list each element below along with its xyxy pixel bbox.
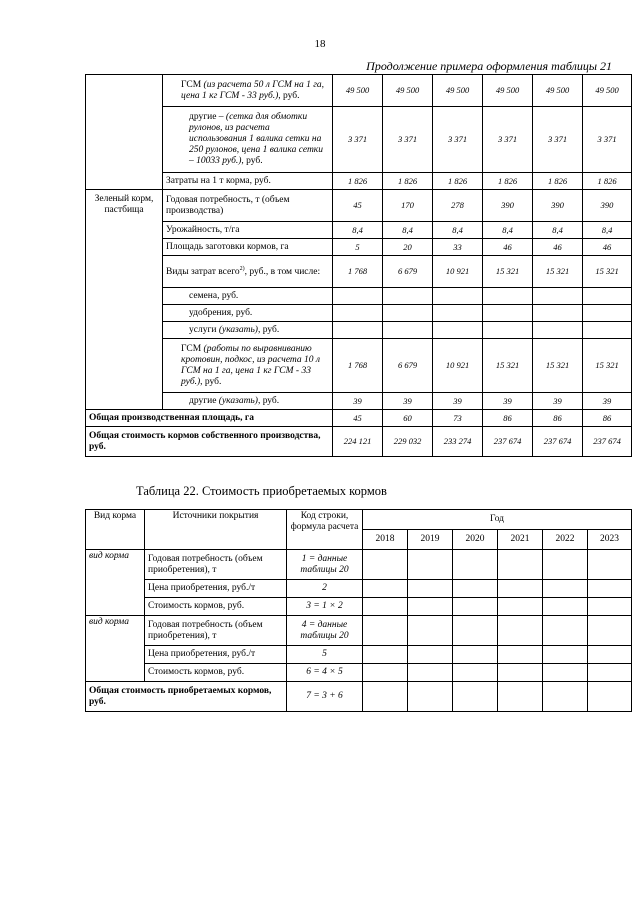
value-cell: 224 121 xyxy=(333,427,383,457)
value-cell xyxy=(363,580,408,598)
row-label: ГСМ (из расчета 50 л ГСМ на 1 га, цена 1 кг ГСМ - 33 руб.), руб. xyxy=(163,75,333,107)
value-cell: 1 826 xyxy=(483,173,533,190)
value-cell: 278 xyxy=(433,190,483,222)
value-cell: 237 674 xyxy=(483,427,533,457)
value-cell xyxy=(453,598,498,616)
value-cell: 8,4 xyxy=(383,222,433,239)
value-cell: 3 371 xyxy=(433,107,483,173)
source-cell: Годовая потребность (объем приобретения), т xyxy=(145,616,287,646)
value-cell: 8,4 xyxy=(433,222,483,239)
source-cell: Цена приобретения, руб./т xyxy=(145,580,287,598)
table-22 xyxy=(85,509,632,712)
row-label: другие (указать), руб. xyxy=(163,393,333,410)
value-cell: 3 371 xyxy=(483,107,533,173)
value-cell xyxy=(588,646,632,664)
value-cell xyxy=(583,305,632,322)
table-row xyxy=(86,393,632,410)
value-cell xyxy=(383,288,433,305)
row-label: удобрения, руб. xyxy=(163,305,333,322)
header-sources: Источники покрытия xyxy=(145,510,287,550)
row-label: другие – (сетка для обмотки рулонов, из расчета использования 1 валика сетки на 250 рулонов, цена 1 валика сетки – 10033 руб.), руб. xyxy=(163,107,333,173)
value-cell xyxy=(453,646,498,664)
value-cell: 1 826 xyxy=(333,173,383,190)
value-cell xyxy=(543,664,588,682)
value-cell xyxy=(498,664,543,682)
table-row xyxy=(86,550,632,580)
value-cell: 8,4 xyxy=(483,222,533,239)
value-cell xyxy=(433,322,483,339)
table-22-title: Таблица 22. Стоимость приобретаемых кормов xyxy=(136,484,387,498)
value-cell xyxy=(483,305,533,322)
value-cell xyxy=(453,616,498,646)
value-cell xyxy=(543,646,588,664)
row-label: услуги (указать), руб. xyxy=(163,322,333,339)
value-cell: 73 xyxy=(433,410,483,427)
value-cell: 49 500 xyxy=(583,75,632,107)
value-cell: 33 xyxy=(433,239,483,256)
table-row xyxy=(86,288,632,305)
value-cell xyxy=(383,305,433,322)
value-cell xyxy=(408,646,453,664)
value-cell xyxy=(498,646,543,664)
table-row xyxy=(86,190,632,222)
value-cell xyxy=(333,322,383,339)
value-cell xyxy=(543,616,588,646)
value-cell: 15 321 xyxy=(583,256,632,288)
value-cell: 1 826 xyxy=(383,173,433,190)
value-cell: 1 826 xyxy=(583,173,632,190)
value-cell: 15 321 xyxy=(483,339,533,393)
continuation-title: Продолжение примера оформления таблицы 21 xyxy=(366,59,612,73)
total-cost-label: Общая стоимость кормов собственного производства, руб. xyxy=(86,427,333,457)
table-row xyxy=(86,339,632,393)
value-cell: 3 371 xyxy=(383,107,433,173)
row-label: ГСМ (работы по выравниванию кротовин, подкос, из расчета 10 л ГСМ на 1 га, цена 1 кг ГСМ - 33 руб.), руб. xyxy=(163,339,333,393)
value-cell: 86 xyxy=(483,410,533,427)
value-cell xyxy=(588,616,632,646)
value-cell: 3 371 xyxy=(583,107,632,173)
row-label: Урожайность, т/га xyxy=(163,222,333,239)
value-cell xyxy=(433,305,483,322)
table-row xyxy=(86,239,632,256)
row-label: Виды затрат всего$^{2)}$, руб., в том числе: xyxy=(163,256,333,288)
table-row xyxy=(86,322,632,339)
value-cell xyxy=(363,616,408,646)
source-cell: Стоимость кормов, руб. xyxy=(145,598,287,616)
value-cell xyxy=(453,664,498,682)
header-year: Год xyxy=(363,510,632,530)
header-year-cell: 2019 xyxy=(408,530,453,550)
table-row xyxy=(86,427,632,457)
value-cell: 86 xyxy=(533,410,583,427)
feed-kind-cell: вид корма xyxy=(86,550,145,616)
table-row xyxy=(86,646,632,664)
value-cell: 10 921 xyxy=(433,256,483,288)
code-cell: 5 xyxy=(287,646,363,664)
header-code: Код строки, формула расчета xyxy=(287,510,363,550)
table-row xyxy=(86,580,632,598)
value-cell: 15 321 xyxy=(583,339,632,393)
source-cell: Цена приобретения, руб./т xyxy=(145,646,287,664)
value-cell xyxy=(433,288,483,305)
value-cell xyxy=(363,646,408,664)
value-cell xyxy=(483,288,533,305)
total-purchased-label: Общая стоимость приобретаемых кормов, руб. xyxy=(86,682,287,712)
row-label: семена, руб. xyxy=(163,288,333,305)
value-cell xyxy=(383,322,433,339)
value-cell xyxy=(483,322,533,339)
value-cell: 86 xyxy=(583,410,632,427)
value-cell xyxy=(408,598,453,616)
value-cell xyxy=(498,616,543,646)
value-cell: 8,4 xyxy=(333,222,383,239)
row-label: Годовая потребность, т (объем производства) xyxy=(163,190,333,222)
table-21-continuation xyxy=(85,74,632,457)
value-cell xyxy=(453,550,498,580)
value-cell: 39 xyxy=(433,393,483,410)
row-label: Затраты на 1 т корма, руб. xyxy=(163,173,333,190)
value-cell: 237 674 xyxy=(533,427,583,457)
value-cell xyxy=(363,682,408,712)
header-year-cell: 2021 xyxy=(498,530,543,550)
value-cell: 49 500 xyxy=(333,75,383,107)
table-row xyxy=(86,256,632,288)
source-cell: Стоимость кормов, руб. xyxy=(145,664,287,682)
value-cell xyxy=(408,682,453,712)
value-cell: 8,4 xyxy=(583,222,632,239)
value-cell xyxy=(498,598,543,616)
value-cell xyxy=(583,288,632,305)
value-cell: 390 xyxy=(583,190,632,222)
value-cell xyxy=(588,598,632,616)
value-cell: 49 500 xyxy=(433,75,483,107)
value-cell: 20 xyxy=(383,239,433,256)
value-cell: 39 xyxy=(333,393,383,410)
value-cell: 229 032 xyxy=(383,427,433,457)
table-row xyxy=(86,410,632,427)
value-cell xyxy=(533,305,583,322)
table-row xyxy=(86,598,632,616)
table-row xyxy=(86,222,632,239)
value-cell xyxy=(333,288,383,305)
value-cell xyxy=(408,616,453,646)
total-area-label: Общая производственная площадь, га xyxy=(86,410,333,427)
page-number: 18 xyxy=(314,38,326,50)
value-cell xyxy=(363,664,408,682)
value-cell xyxy=(498,580,543,598)
table-row xyxy=(86,616,632,646)
value-cell: 45 xyxy=(333,410,383,427)
value-cell: 49 500 xyxy=(483,75,533,107)
code-cell: 7 = 3 + 6 xyxy=(287,682,363,712)
value-cell: 45 xyxy=(333,190,383,222)
table-header-row xyxy=(86,510,632,530)
value-cell: 15 321 xyxy=(533,339,583,393)
value-cell xyxy=(543,580,588,598)
value-cell xyxy=(543,598,588,616)
table-row xyxy=(86,305,632,322)
code-cell: 3 = 1 × 2 xyxy=(287,598,363,616)
value-cell: 390 xyxy=(483,190,533,222)
table-row xyxy=(86,664,632,682)
value-cell xyxy=(498,550,543,580)
category-cell-empty xyxy=(86,75,163,190)
value-cell xyxy=(408,664,453,682)
value-cell: 46 xyxy=(583,239,632,256)
header-kind: Вид корма xyxy=(86,510,145,550)
value-cell: 10 921 xyxy=(433,339,483,393)
value-cell xyxy=(588,682,632,712)
value-cell xyxy=(453,682,498,712)
value-cell: 39 xyxy=(483,393,533,410)
value-cell xyxy=(498,682,543,712)
value-cell: 3 371 xyxy=(533,107,583,173)
value-cell: 15 321 xyxy=(483,256,533,288)
table-row xyxy=(86,107,632,173)
code-cell: 2 xyxy=(287,580,363,598)
table-row xyxy=(86,173,632,190)
row-label: Площадь заготовки кормов, га xyxy=(163,239,333,256)
value-cell: 233 274 xyxy=(433,427,483,457)
source-cell: Годовая потребность (объем приобретения), т xyxy=(145,550,287,580)
value-cell xyxy=(453,580,498,598)
value-cell: 46 xyxy=(533,239,583,256)
value-cell: 1 768 xyxy=(333,339,383,393)
value-cell: 1 826 xyxy=(433,173,483,190)
value-cell xyxy=(588,580,632,598)
value-cell xyxy=(588,664,632,682)
value-cell xyxy=(543,550,588,580)
value-cell xyxy=(543,682,588,712)
value-cell xyxy=(533,322,583,339)
value-cell: 1 768 xyxy=(333,256,383,288)
value-cell xyxy=(588,550,632,580)
value-cell: 1 826 xyxy=(533,173,583,190)
value-cell: 60 xyxy=(383,410,433,427)
code-cell: 4 = данные таблицы 20 xyxy=(287,616,363,646)
value-cell xyxy=(533,288,583,305)
value-cell: 170 xyxy=(383,190,433,222)
value-cell: 39 xyxy=(533,393,583,410)
value-cell: 49 500 xyxy=(383,75,433,107)
value-cell: 6 679 xyxy=(383,256,433,288)
value-cell: 8,4 xyxy=(533,222,583,239)
header-year-cell: 2023 xyxy=(588,530,632,550)
value-cell: 3 371 xyxy=(333,107,383,173)
value-cell: 15 321 xyxy=(533,256,583,288)
value-cell xyxy=(583,322,632,339)
code-cell: 6 = 4 × 5 xyxy=(287,664,363,682)
value-cell: 390 xyxy=(533,190,583,222)
value-cell: 6 679 xyxy=(383,339,433,393)
category-green-feed: Зеленый корм, пастбища xyxy=(86,190,163,410)
header-year-cell: 2020 xyxy=(453,530,498,550)
value-cell xyxy=(333,305,383,322)
header-year-cell: 2022 xyxy=(543,530,588,550)
table-row xyxy=(86,75,632,107)
value-cell: 5 xyxy=(333,239,383,256)
value-cell: 237 674 xyxy=(583,427,632,457)
value-cell xyxy=(408,550,453,580)
value-cell xyxy=(363,598,408,616)
value-cell xyxy=(408,580,453,598)
header-year-cell: 2018 xyxy=(363,530,408,550)
table-row xyxy=(86,682,632,712)
feed-kind-cell: вид корма xyxy=(86,616,145,682)
value-cell: 49 500 xyxy=(533,75,583,107)
code-cell: 1 = данные таблицы 20 xyxy=(287,550,363,580)
value-cell xyxy=(363,550,408,580)
value-cell: 39 xyxy=(383,393,433,410)
value-cell: 39 xyxy=(583,393,632,410)
value-cell: 46 xyxy=(483,239,533,256)
